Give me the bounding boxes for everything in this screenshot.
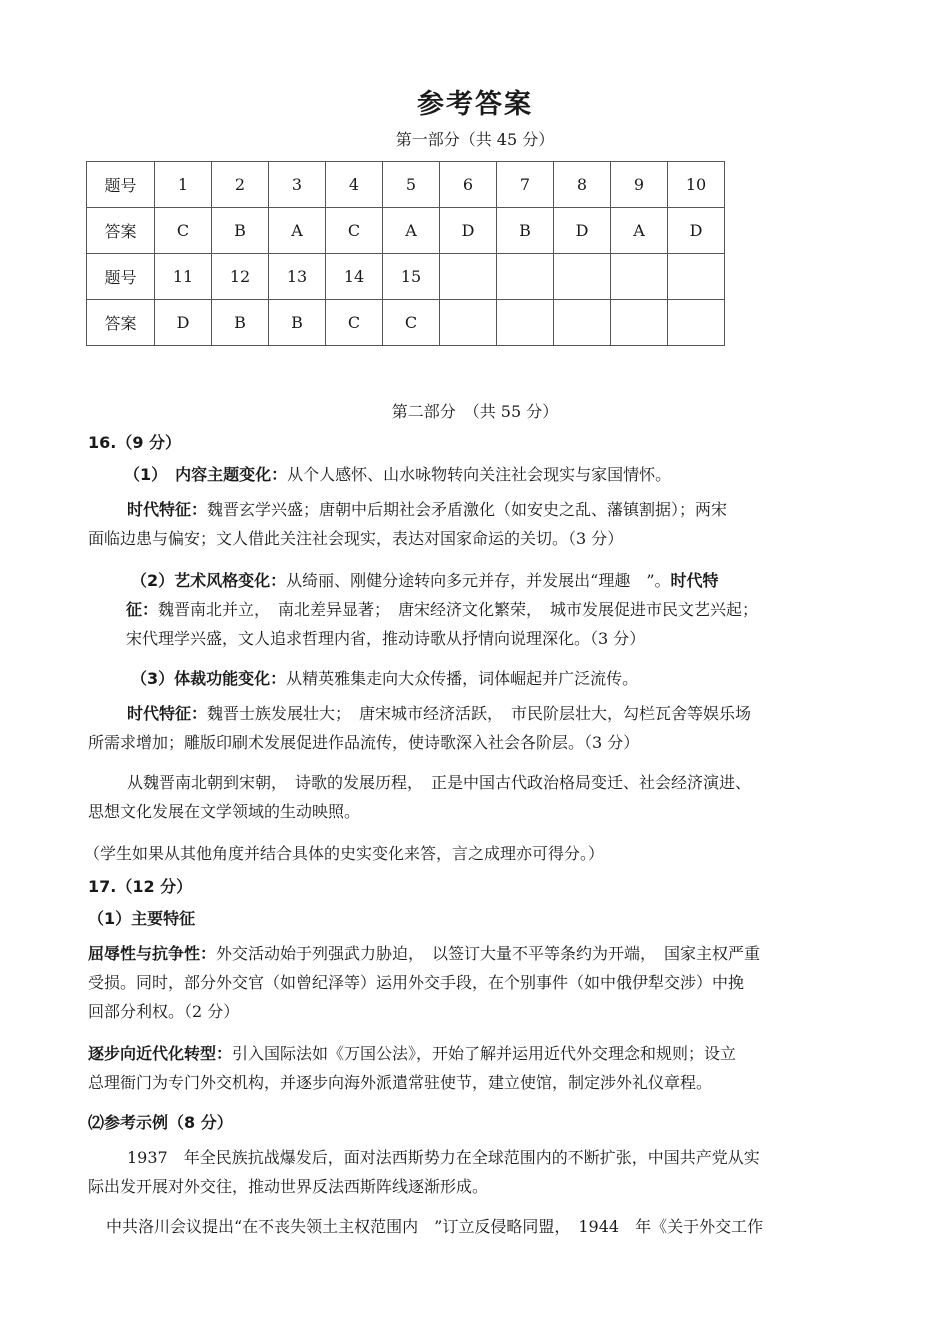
q16-sub2-text: 从绮丽、刚健分途转向多元并存，并发展出“理趣 ”。 [286,571,671,590]
q16-summary-line2: 思想文化发展在文学领域的生动映照。 [88,802,361,821]
answer-cell [497,300,554,346]
q17-example-line2: 际出发开展对外交往，推动世界反法西斯阵线逐渐形成。 [88,1177,489,1196]
q16-sub2-text2: 魏晋南北并立， 南北差异显著； 唐宋经济文化繁荣， 城市发展促进市民文艺兴起； [158,600,759,619]
question-number-cell [668,254,725,300]
answer-cell [440,300,497,346]
q17-sub1-heading: （1）主要特征 [88,909,196,928]
q16-note: （学生如果从其他角度并结合具体的史实变化来答，言之成理亦可得分。） [84,844,605,863]
q16-sub2-line3: 宋代理学兴盛，文人追求哲理内省，推动诗歌从抒情向说理深化。（3 分） [126,629,646,648]
q16-sub1-label: （1） 内容主题变化： [124,465,288,484]
q17-heading: 17.（12 分） [88,877,193,896]
q16-sub2-label: （2）艺术风格变化： [131,571,287,590]
q16-sub3-text: 从精英雅集走向大众传播，词体崛起并广泛流传。 [286,669,639,688]
question-number-cell: 12 [212,254,269,300]
answer-cell: B [212,208,269,254]
answer-cell: A [269,208,326,254]
q17-feature1-line2: 受损。同时，部分外交官（如曾纪泽等）运用外交手段，在个别事件（如中俄伊犁交涉）中挽 [88,973,745,992]
q16-sub1-feature-text1: 魏晋玄学兴盛；唐朝中后期社会矛盾激化（如安史之乱、藩镇割据）；两宋 [207,500,728,519]
question-number-row [87,162,725,208]
part1-heading: 第一部分（共 45 分） [395,130,555,149]
answer-cell: B [269,300,326,346]
q17-feature2-text1: 引入国际法如《万国公法》，开始了解并运用近代外交理念和规则；设立 [232,1044,737,1063]
answer-cell: C [326,208,383,254]
answer-cell: C [326,300,383,346]
q17-example-line1: 1937 年全民族抗战爆发后，面对法西斯势力在全球范围内的不断扩张，中国共产党从实 [127,1148,760,1167]
q16-sub3-feature-line1 [127,699,751,728]
q16-sub3-feature-text1: 魏晋士族发展壮大； 唐宋城市经济活跃， 市民阶层壮大，勾栏瓦舍等娱乐场 [207,704,752,723]
question-number-cell: 8 [554,162,611,208]
q16-sub3 [131,664,638,693]
question-number-cell: 1 [155,162,212,208]
q16-sub1-text: 从个人感怀、山水咏物转向关注社会现实与家国情怀。 [287,465,672,484]
row-label-answer: 答案 [87,300,155,346]
question-number-cell: 10 [668,162,725,208]
question-number-cell: 4 [326,162,383,208]
question-number-cell: 15 [383,254,440,300]
q16-sub3-feature-label: 时代特征： [127,704,208,723]
q16-summary-line1: 从魏晋南北朝到宋朝， 诗歌的发展历程， 正是中国古代政治格局变迁、社会经济演进、 [127,773,752,792]
q17-feature2-label: 逐步向近代化转型： [88,1044,233,1063]
question-number-cell [440,254,497,300]
q17-feature2-line2: 总理衙门为专门外交机构，并逐步向海外派遣常驻使节，建立使馆，制定涉外礼仪章程。 [88,1073,713,1092]
answer-cell: D [440,208,497,254]
row-label-question: 题号 [87,162,155,208]
q16-sub2-line2 [126,595,758,624]
q16-sub2-feature-label1: 时代特 [670,571,719,590]
answer-cell: D [554,208,611,254]
answer-cell: D [668,208,725,254]
answer-row [87,208,725,254]
question-number-cell: 7 [497,162,554,208]
question-number-cell: 5 [383,162,440,208]
q16-sub3-feature-line2: 所需求增加；雕版印刷术发展促进作品流传，使诗歌深入社会各阶层。（3 分） [88,733,640,752]
question-number-cell: 2 [212,162,269,208]
q16-sub1-feature-line2: 面临边患与偏安；文人借此关注社会现实，表达对国家命运的关切。（3 分） [88,529,624,548]
question-number-cell: 6 [440,162,497,208]
row-label-answer: 答案 [87,208,155,254]
q16-heading: 16.（9 分） [88,433,182,452]
part2-heading: 第二部分 （共 55 分） [391,402,559,421]
answer-cell: B [497,208,554,254]
question-number-row [87,254,725,300]
answer-cell [668,300,725,346]
answer-table [86,161,725,346]
answer-cell: B [212,300,269,346]
answer-cell: D [155,300,212,346]
row-label-question: 题号 [87,254,155,300]
q17-feature1-line1 [88,939,760,968]
answer-cell: C [155,208,212,254]
q17-feature1-text1: 外交活动始于列强武力胁迫， 以签订大量不平等条约为开端， 国家主权严重 [216,944,761,963]
answer-cell: A [383,208,440,254]
question-number-cell: 13 [269,254,326,300]
q16-sub2-line1 [131,566,719,595]
question-number-cell [611,254,668,300]
question-number-cell: 14 [326,254,383,300]
answer-row [87,300,725,346]
q17-sub2-heading: ⑵参考示例（8 分） [88,1113,233,1132]
question-number-cell: 11 [155,254,212,300]
q17-feature2-line1 [88,1039,736,1068]
question-number-cell [497,254,554,300]
q17-feature1-label: 屈辱性与抗争性： [88,944,217,963]
q16-sub1-feature-label: 时代特征： [127,500,208,519]
answer-cell: C [383,300,440,346]
question-number-cell: 9 [611,162,668,208]
page-title: 参考答案 [417,89,533,120]
q17-feature1-line3: 回部分利权。（2 分） [88,1002,240,1021]
q16-sub1 [124,460,671,489]
answer-cell [554,300,611,346]
q16-sub1-feature-line1 [127,495,727,524]
q16-sub2-feature-label2: 征： [126,600,159,619]
answer-cell: A [611,208,668,254]
answer-cell [611,300,668,346]
question-number-cell: 3 [269,162,326,208]
question-number-cell [554,254,611,300]
q16-sub3-label: （3）体裁功能变化： [131,669,287,688]
q17-example-line3: 中共洛川会议提出“在不丧失领土主权范围内 ”订立反侵略同盟， 1944 年《关于外交工作 [106,1217,764,1236]
